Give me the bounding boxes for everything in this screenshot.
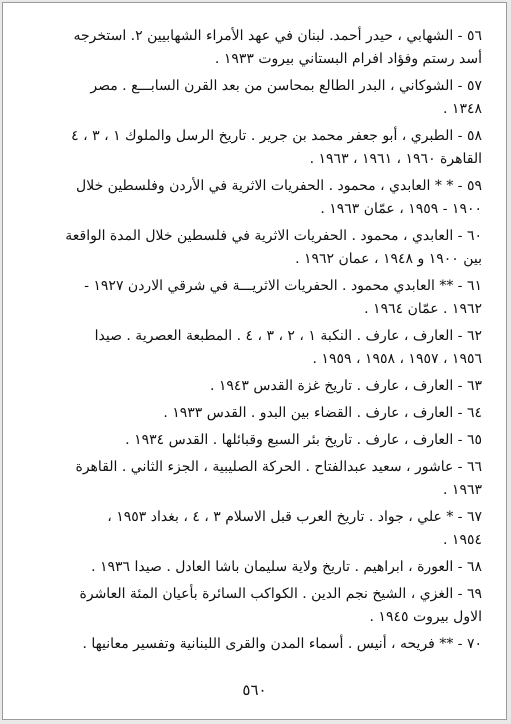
page-number: ٥٦٠ [242,681,267,699]
entry-continuation-line: ١٩٥٦ ، ١٩٥٧ ، ١٩٥٨ ، ١٩٥٩ . [312,351,482,367]
entry-continuation-line: القاهرة ١٩٦٠ ، ١٩٦١ ، ١٩٦٣ . [309,151,482,167]
entry-line: ٦٨ - العورة ، ابراهيم . تاريخ ولاية سليمان باشا العادل . صيدا ١٩٣٦ . [91,559,482,575]
entry-line: ٦٧ - * علي ، جواد . تاريخ العرب قبل الاسلام ٣ ، ٤ ، بغداد ١٩٥٣ ، [107,509,482,525]
bibliography-entry [23,75,482,121]
book-page [2,2,507,720]
entry-continuation-line: ١٩٦٢ . عمّان ١٩٦٤ . [364,301,482,317]
bibliography-entry [23,402,482,425]
entry-line: ٥٨ - الطبري ، أبو جعفر محمد بن جرير . تاريخ الرسل والملوك ١ ، ٣ ، ٤ [71,128,482,144]
bibliography-entry [23,429,482,452]
entry-continuation-line: ١٩٠٠ - ١٩٥٩ ، عمّان ١٩٦٣ . [320,201,482,217]
bibliography-entry [23,275,482,321]
bibliography-entry [23,583,482,629]
bibliography-list [23,25,482,660]
bibliography-entry [23,506,482,552]
entry-line: ٦٤ - العارف ، عارف . القضاء بين البدو . القدس ١٩٣٣ . [163,405,482,421]
entry-line: ٥٩ - * * العابدي ، محمود . الحفريات الاثرية في الأردن وفلسطين خلال [76,178,482,194]
bibliography-entry [23,25,482,71]
bibliography-entry [23,456,482,502]
bibliography-entry [23,633,482,656]
entry-continuation-line: ١٣٤٨ . [443,101,482,117]
entry-line: ٦٦ - عاشور ، سعيد عبدالفتاح . الحركة الصليبية ، الجزء الثاني . القاهرة [75,459,482,475]
entry-line: ٦٥ - العارف ، عارف . تاريخ بئر السبع وقبائلها . القدس ١٩٣٤ . [125,432,482,448]
entry-line: ٧٠ - ** فريحه ، أنيس . أسماء المدن والقرى اللبنانية وتفسير معانيها . [82,636,482,652]
entry-line: ٦٠ - العابدي ، محمود . الحفريات الاثرية في فلسطين خلال المدة الواقعة [65,228,482,244]
bibliography-entry [23,325,482,371]
entry-continuation-line: الاول بيروت ١٩٤٥ . [369,609,482,625]
bibliography-entry [23,375,482,398]
bibliography-entry [23,225,482,271]
entry-line: ٥٦ - الشهابي ، حيدر أحمد. لبنان في عهد الأمراء الشهابيين ٢. استخرجه [73,28,482,44]
entry-continuation-line: ١٩٦٣ . [443,482,482,498]
bibliography-entry [23,125,482,171]
entry-line: ٦٢ - العارف ، عارف . النكبة ١ ، ٢ ، ٣ ، ٤ . المطبعة العصرية . صيدا [94,328,482,344]
entry-continuation-line: أسد رستم وفؤاد افرام البستاني بيروت ١٩٣٣ . [214,51,482,67]
entry-line: ٦٩ - الغزي ، الشيخ نجم الدين . الكواكب السائرة بأعيان المئة العاشرة [79,586,482,602]
entry-continuation-line: ١٩٥٤ . [443,532,482,548]
entry-line: ٥٧ - الشوكاني ، البدر الطالع بمحاسن من بعد القرن السابـــع . مصر [90,78,482,94]
entry-continuation-line: بين ١٩٠٠ و ١٩٤٨ ، عمان ١٩٦٢ . [295,251,482,267]
bibliography-entry [23,175,482,221]
entry-line: ٦١ - ** العابدي محمود . الحفريات الاثريـــة في شرقي الاردن ١٩٢٧ - [84,278,482,294]
entry-line: ٦٣ - العارف ، عارف . تاريخ غزة القدس ١٩٤٣ . [209,378,482,394]
bibliography-entry [23,556,482,579]
